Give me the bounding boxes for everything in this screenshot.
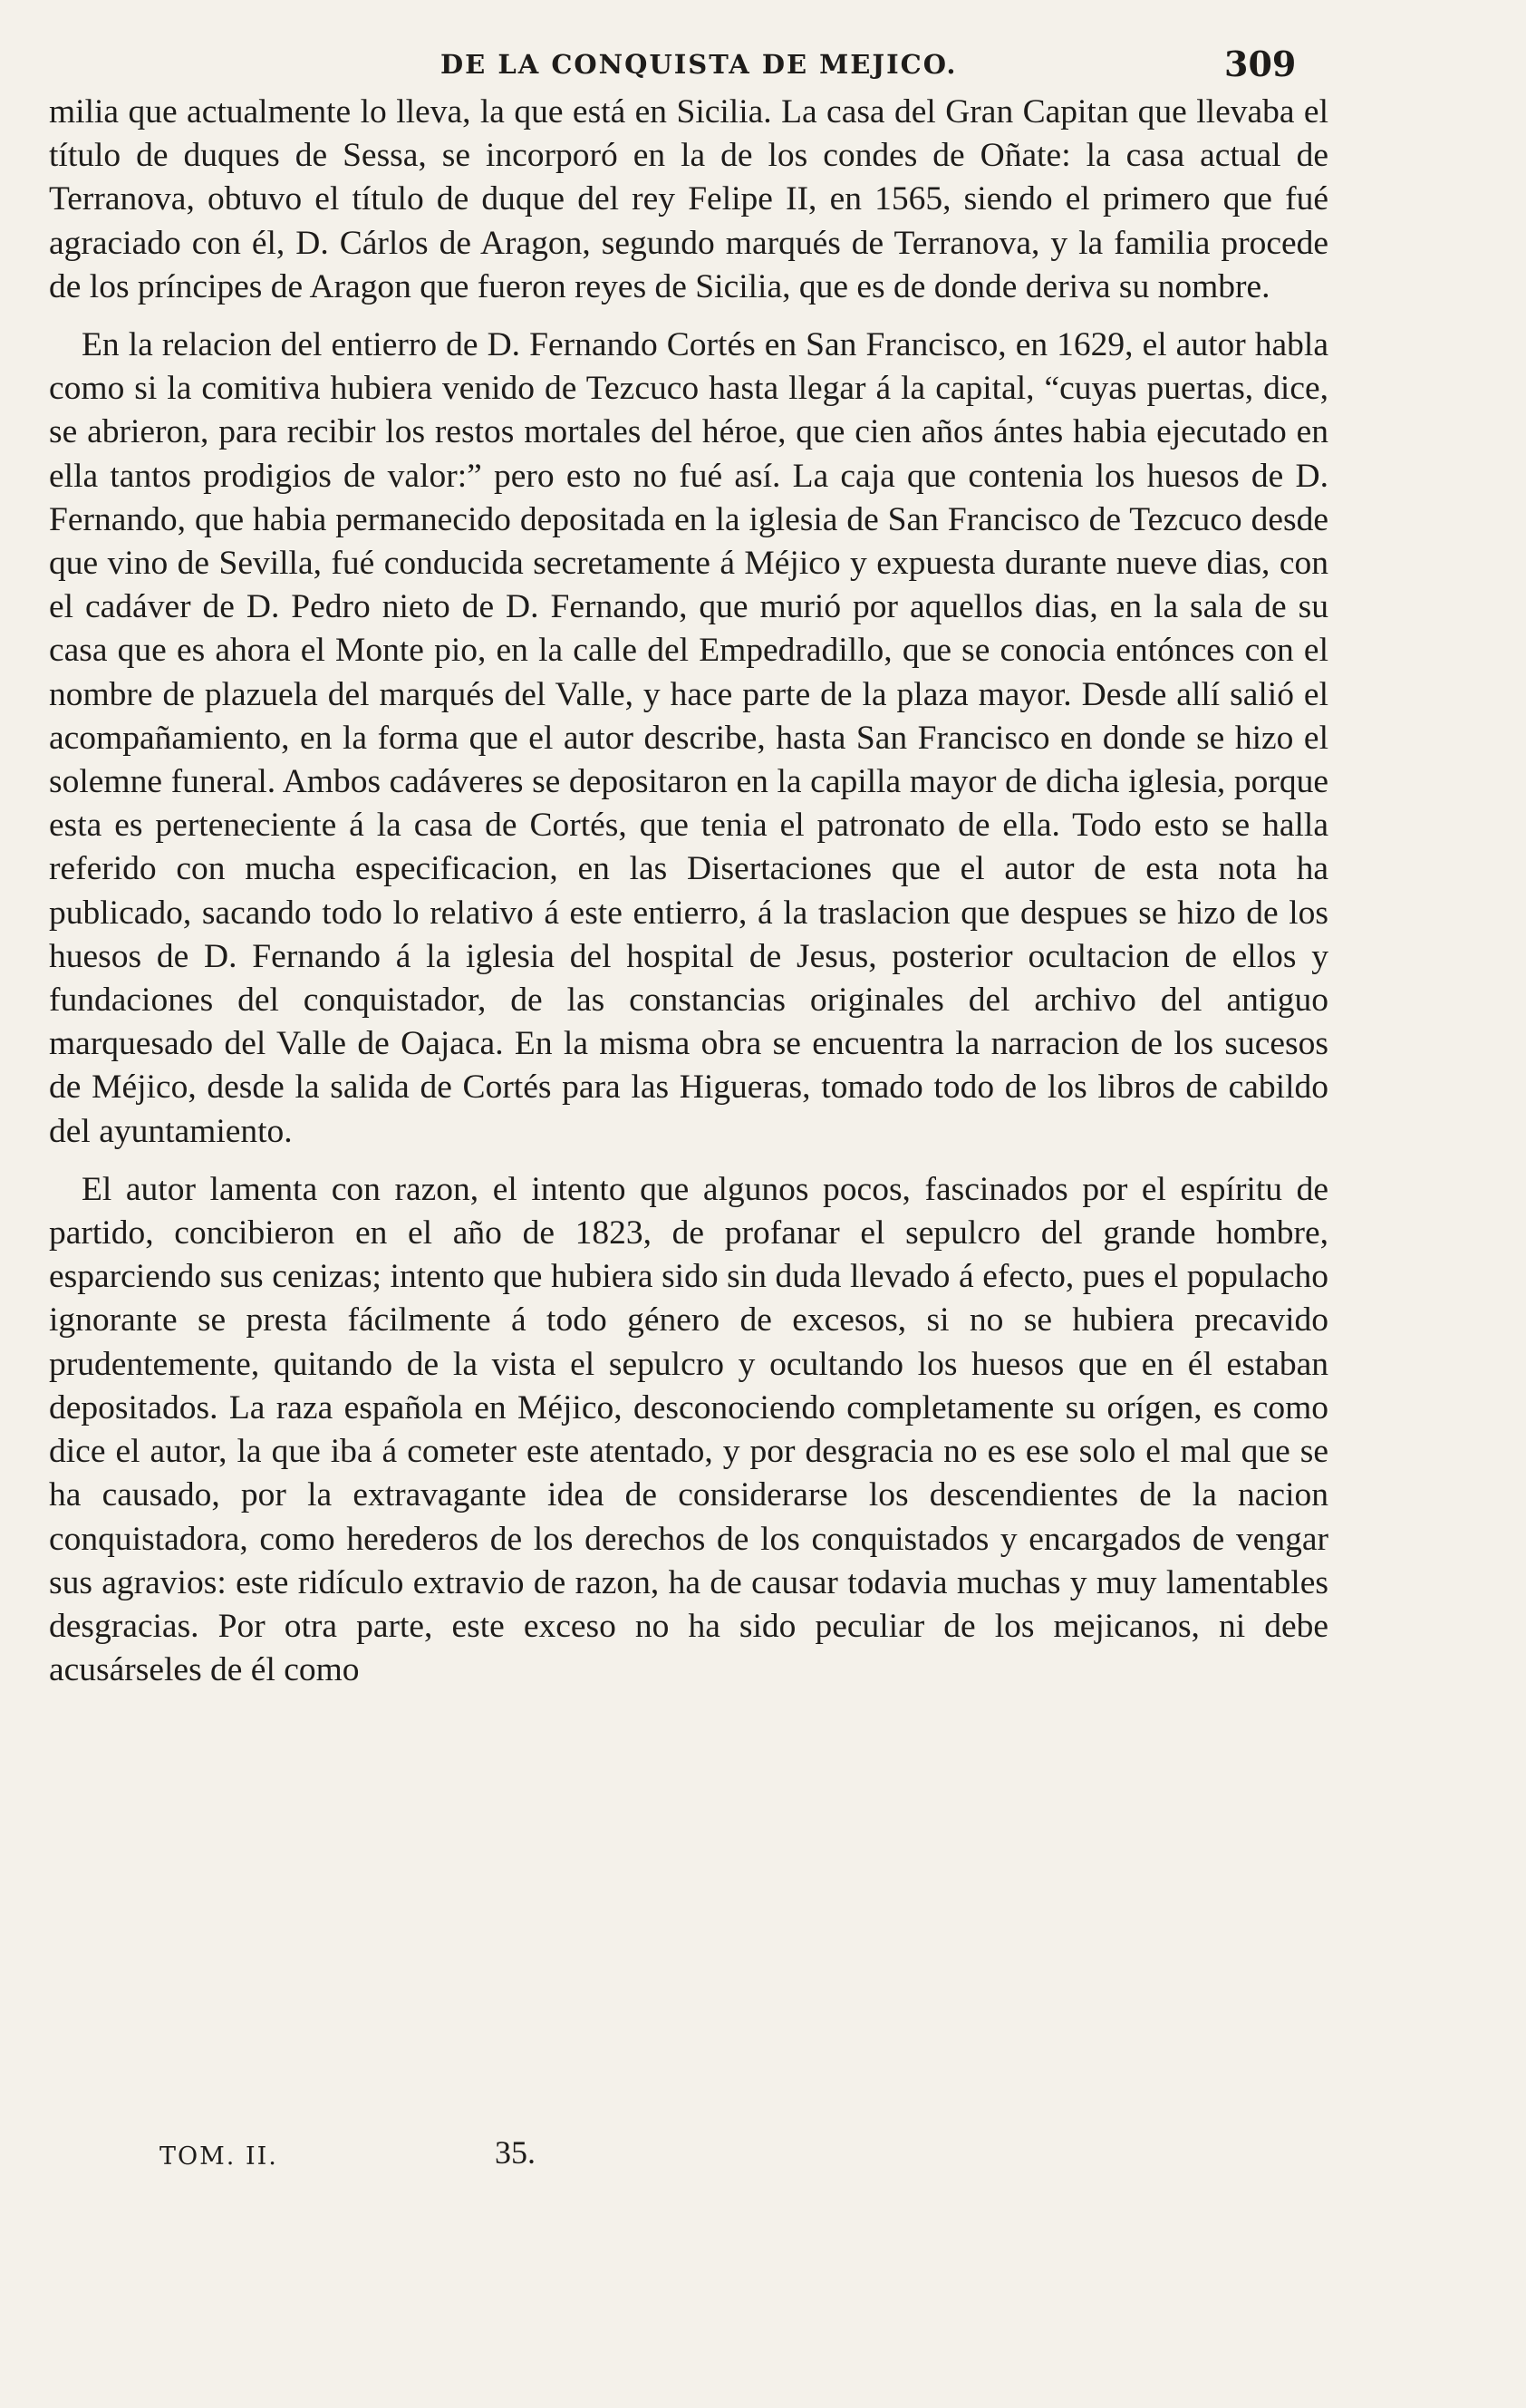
signature-number: 35. bbox=[495, 2134, 536, 2171]
paragraph-1: milia que actualmente lo lleva, la que está en Sicilia. La casa del Gran Capitan que llevaba el título de duques de Sessa, se incorporó en la de los condes de Oñate: la casa actual de Terranova, obtuvo el título de duque del rey Felipe II, en 1565, siendo el primero que fué agraciado con él, D. Cárlos de Aragon, segundo marqués de Terranova, y la familia procede de los príncipes de Aragon que fueron reyes de Sicilia, que es de donde deriva su nombre. bbox=[49, 93, 1328, 305]
page-footer bbox=[159, 2133, 613, 2170]
paragraph-2: En la relacion del entierro de D. Fernando Cortés en San Francisco, en 1629, el autor habla como si la comitiva hubiera venido de Tezcuco hasta llegar á la capital, “cuyas puertas, dice, se abrieron, para recibir los restos mortales del héroe, que cien años ántes habia ejecutado en ella tantos prodigios de valor:” pero esto no fué así. La caja que contenia los huesos de D. Fernando, que habia permanecido depositada en la iglesia de San Francisco de Tezcuco desde que vino de Sevilla, fué conducida secretamente á Méjico y expuesta durante nueve dias, con el cadáver de D. Pedro nieto de D. Fernando, que murió por aquellos dias, en la sala de su casa que es ahora el Monte pio, en la calle del Empedradillo, que se conocia entónces con el nombre de plazuela del marqués del Valle, y hace parte de la plaza mayor. Desde allí salió el acompañamiento, en la forma que el autor describe, hasta San Francisco en donde se hizo el solemne funeral. Ambos cadáveres se depositaron en la capilla mayor de dicha iglesia, porque esta es perteneciente á la casa de Cortés, que tenia el patronato de ella. Todo esto se halla referido con mucha especificacion, en las Disertaciones que el autor de esta nota ha publicado, sacando todo lo relativo á este entierro, á la traslacion que despues se hizo de los huesos de D. Fernando á la iglesia del hospital de Jesus, posterior ocultacion de ellos y fundaciones del conquistador, de las constancias originales del archivo del antiguo marquesado del Valle de Oajaca. En la misma obra se encuentra la narracion de los sucesos de Méjico, desde la salida de Cortés para las Higueras, tomado todo de los libros de cabildo del ayuntamiento. bbox=[49, 326, 1328, 1150]
page-number: 309 bbox=[1224, 44, 1297, 84]
running-head bbox=[51, 44, 1319, 83]
body-text bbox=[49, 91, 1328, 1707]
paragraph-3: El autor lamenta con razon, el intento que algunos pocos, fascinados por el espíritu de partido, concibieron en el año de 1823, de profanar el sepulcro del grande hombre, esparciendo sus cenizas; intento que hubiera sido sin duda llevado á efecto, pues el populacho ignorante se presta fácilmente á todo género de excesos, si no se hubiera precavido prudentemente, quitando de la vista el sepulcro y ocultando los huesos que en él estaban depositados. La raza española en Méjico, desconociendo completamente su orígen, es como dice el autor, la que iba á cometer este atentado, y por desgracia no es ese solo el mal que se ha causado, por la extravagante idea de considerarse los descendientes de la nacion conquistadora, como herederos de los derechos de los conquistados y encargados de vengar sus agravios: este ridículo extravio de razon, ha de causar todavia muchas y muy lamentables desgracias. Por otra parte, este exceso no ha sido peculiar de los mejicanos, ni debe acusárseles de él como bbox=[49, 1170, 1328, 1689]
running-title: DE LA CONQUISTA DE MEJICO. bbox=[440, 49, 958, 80]
volume-signature: TOM. II. bbox=[159, 2142, 278, 2171]
